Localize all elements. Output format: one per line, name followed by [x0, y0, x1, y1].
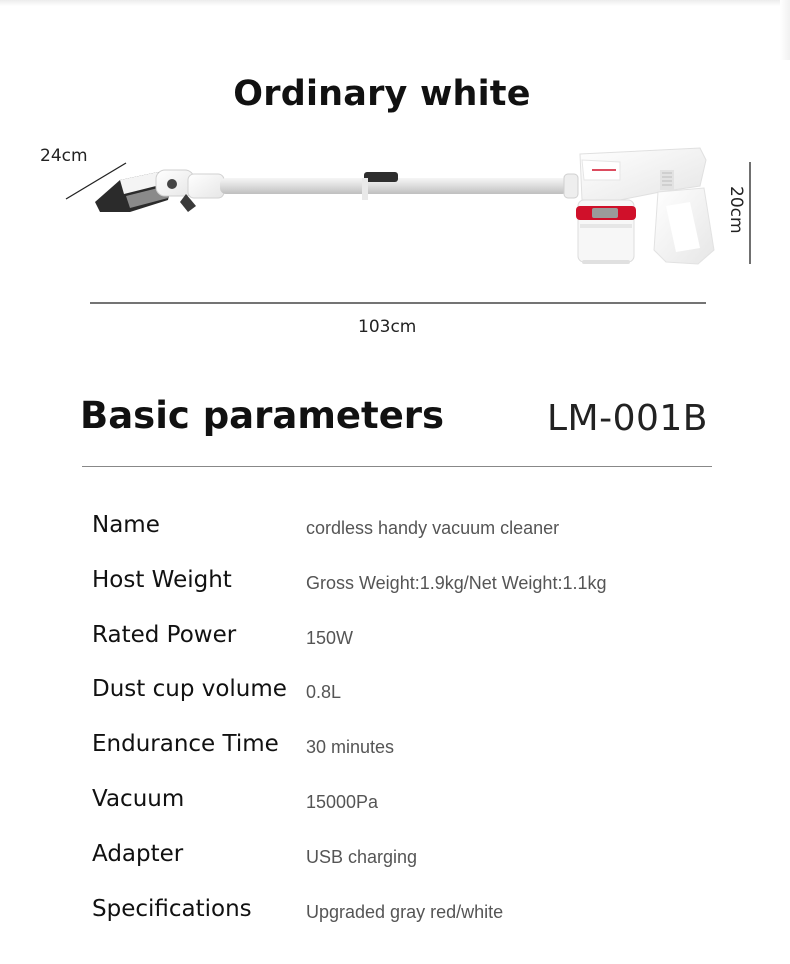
param-value: 15000Pa [306, 791, 379, 812]
param-value: 150W [306, 627, 354, 648]
handheld-unit [564, 148, 714, 264]
width-label: 24cm [40, 146, 88, 166]
param-row-vacuum [90, 774, 730, 829]
param-value: Gross Weight:1.9kg/Net Weight:1.1kg [306, 572, 607, 593]
param-value: USB charging [306, 846, 418, 867]
param-label: Specifications [92, 895, 252, 922]
section-divider [82, 466, 712, 467]
length-label: 103cm [358, 317, 417, 337]
param-row-rated-power [90, 610, 730, 665]
parameters-list [90, 500, 730, 938]
param-value: Upgraded gray red/white [306, 901, 504, 922]
param-row-dust-cup-volume [90, 664, 730, 719]
vacuum-illustration [60, 140, 760, 320]
param-label: Vacuum [92, 785, 185, 812]
param-row-adapter [90, 829, 730, 884]
param-row-endurance-time [90, 719, 730, 774]
param-label: Endurance Time [92, 731, 279, 758]
param-value: 0.8L [306, 682, 342, 703]
hero-title: Ordinary white [233, 74, 531, 114]
param-label: Dust cup volume [92, 676, 287, 703]
param-label: Name [92, 512, 160, 538]
tube-release-button [364, 172, 398, 182]
page-top-edge [0, 0, 790, 6]
height-label: 20cm [726, 186, 746, 234]
neck-joint [188, 174, 224, 198]
param-label: Rated Power [92, 621, 237, 648]
floor-brush-head [95, 170, 196, 212]
page-right-edge [780, 0, 790, 60]
param-label: Host Weight [92, 566, 232, 593]
param-row-name [90, 500, 730, 555]
param-row-specifications [90, 884, 730, 939]
param-row-host-weight [90, 555, 730, 610]
model-code: LM-001B [546, 398, 708, 439]
param-value: 30 minutes [306, 737, 395, 758]
param-label: Adapter [92, 840, 184, 867]
section-title: Basic parameters [80, 394, 445, 437]
param-value: cordless handy vacuum cleaner [306, 518, 560, 538]
